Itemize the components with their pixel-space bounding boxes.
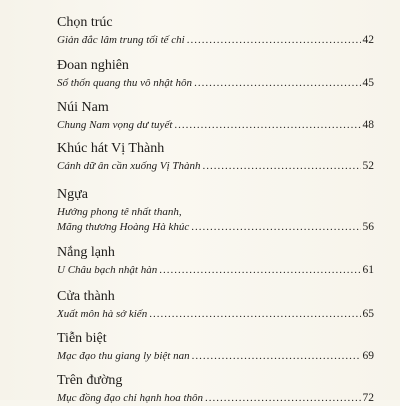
entry-subtitle: Mục đồng đạo chỉ hạnh hoa thôn — [57, 392, 204, 404]
entry-subtitle: Mạc đạo thu giang ly biệt nan — [57, 350, 190, 362]
dot-leader — [174, 118, 360, 132]
page-number: 69 — [362, 350, 374, 362]
entry-line — [57, 263, 374, 278]
toc-entry[interactable] — [57, 187, 374, 235]
entry-line — [57, 391, 374, 406]
dot-leader — [203, 159, 361, 173]
entry-subtitle: Mãng thương Hoàng Hà khúc — [57, 221, 190, 233]
entry-line — [57, 205, 374, 220]
entry-subtitle: Chung Nam vọng dư tuyết — [57, 119, 173, 131]
entry-title: Tiễn biệt — [57, 331, 107, 346]
entry-title: Cửa thành — [57, 289, 115, 304]
entry-subtitle: Sổ thốn quang thu vô nhật hôn — [57, 77, 193, 89]
page-number: 52 — [362, 160, 374, 172]
page-number: 56 — [362, 221, 374, 233]
entry-line — [57, 33, 374, 48]
entry-subtitle: Giản đắc lâm trung tối tế chi — [57, 34, 185, 46]
entry-line — [57, 118, 374, 133]
entry-subtitle: Hướng phong tê nhất thanh, — [57, 206, 182, 218]
entry-title: Núi Nam — [57, 100, 109, 115]
dot-leader — [191, 220, 360, 234]
entry-title: Nắng lạnh — [57, 245, 115, 260]
toc-entry[interactable] — [57, 15, 374, 48]
toc-entry[interactable] — [57, 58, 374, 91]
dot-leader — [205, 391, 360, 405]
page-number: 45 — [362, 77, 374, 89]
toc-entry[interactable] — [57, 331, 374, 364]
page-number: 65 — [362, 308, 374, 320]
entry-title: Khúc hát Vị Thành — [57, 141, 165, 156]
toc-entry[interactable] — [57, 141, 374, 174]
entry-title: Chọn trúc — [57, 15, 113, 30]
dot-leader — [194, 76, 360, 90]
entry-subtitle: Cánh dữ ân cần xuống Vị Thành — [57, 160, 201, 172]
entry-title: Trên đường — [57, 373, 123, 388]
entry-subtitle: U Châu bạch nhật hàn — [57, 264, 158, 276]
page-number: 61 — [362, 264, 374, 276]
entry-line — [57, 220, 374, 235]
entry-line — [57, 349, 374, 364]
entry-line — [57, 159, 374, 174]
dot-leader — [187, 33, 361, 47]
page-number: 72 — [362, 392, 374, 404]
dot-leader — [149, 307, 360, 321]
entry-line — [57, 307, 374, 322]
toc-entry[interactable] — [57, 245, 374, 278]
page-number: 42 — [362, 34, 374, 46]
toc-entry[interactable] — [57, 289, 374, 322]
dot-leader — [192, 349, 361, 363]
entry-subtitle: Xuất môn hà sở kiến — [57, 308, 148, 320]
toc-entry[interactable] — [57, 100, 374, 133]
entry-title: Đoan nghiên — [57, 58, 129, 73]
toc-entry[interactable] — [57, 373, 374, 406]
entry-title: Ngựa — [57, 187, 88, 202]
dot-leader — [159, 263, 360, 277]
entry-line — [57, 76, 374, 91]
page-number: 48 — [362, 119, 374, 131]
